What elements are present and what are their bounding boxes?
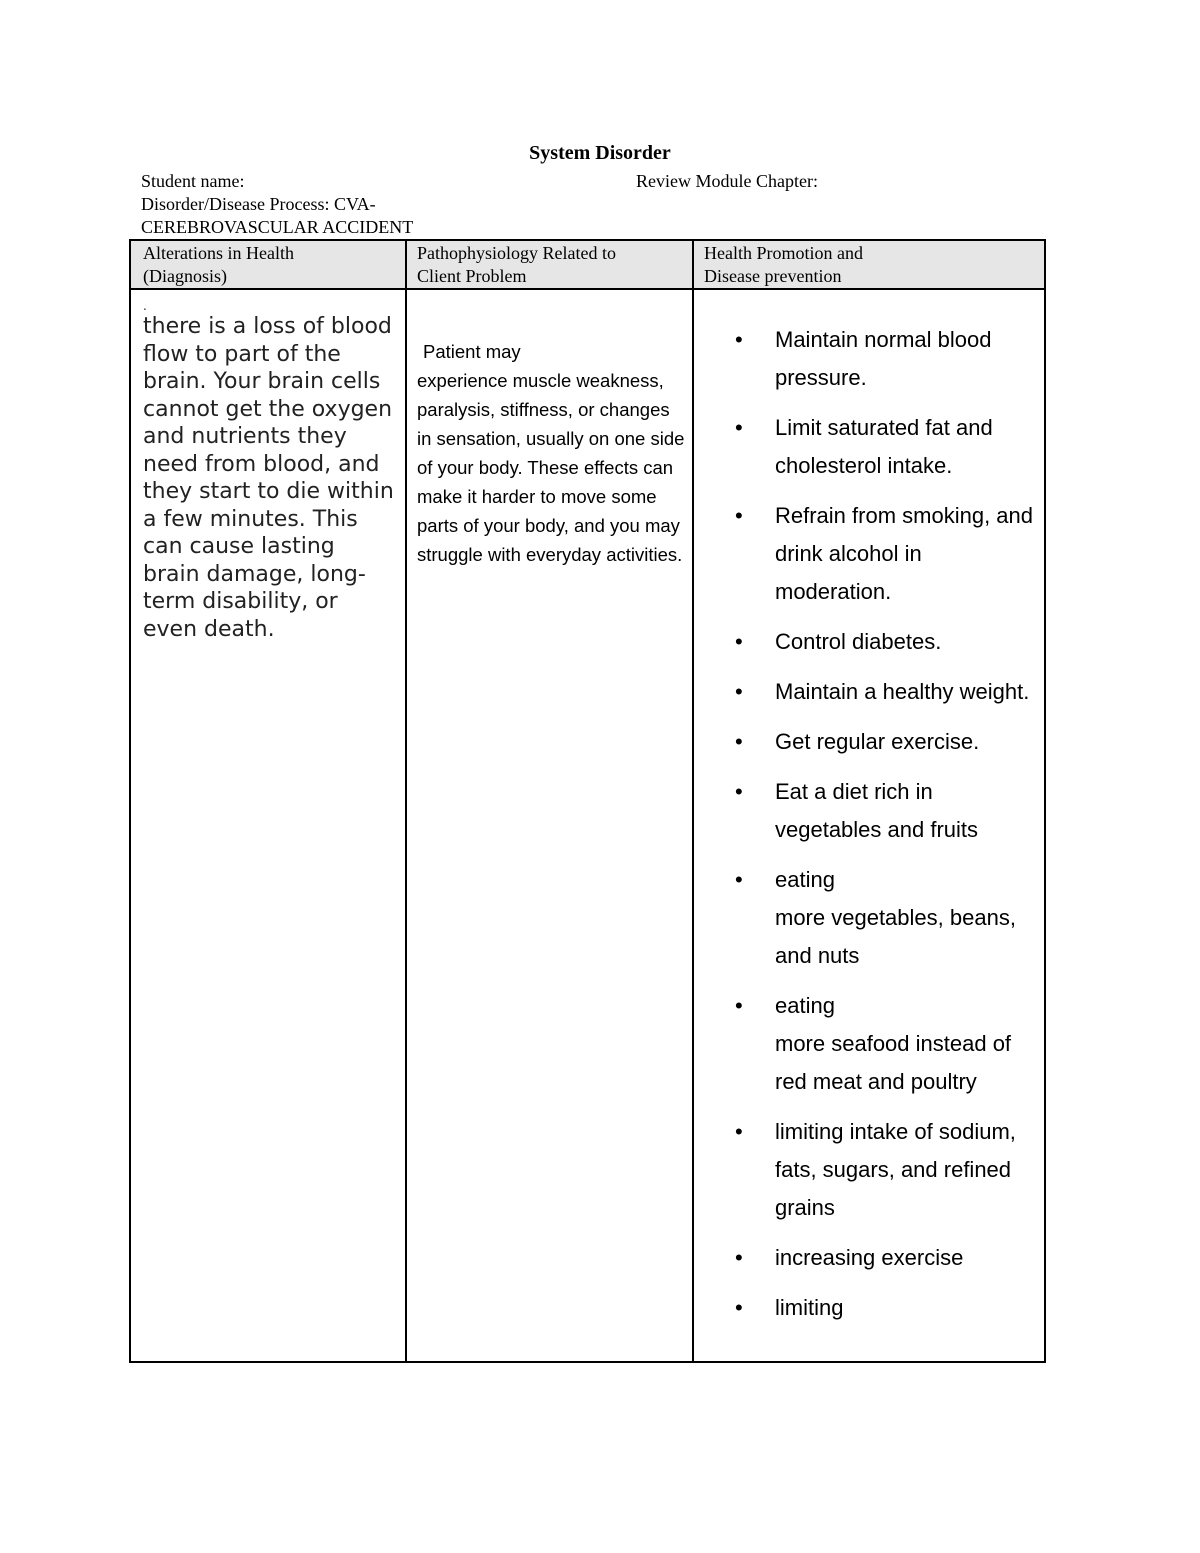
- disorder-table: [129, 239, 1046, 1363]
- prevention-item-text: more seafood instead of red meat and poultry: [775, 1031, 1012, 1094]
- pathophysiology-cell: [417, 337, 689, 569]
- bullet-icon: •: [735, 1245, 743, 1270]
- bullet-icon: •: [735, 779, 743, 804]
- student-name-label: Student name:: [141, 171, 245, 191]
- header-col2-line1: Pathophysiology Related to: [417, 243, 616, 263]
- bullet-icon: •: [735, 1295, 743, 1320]
- bullet-icon: •: [735, 629, 743, 654]
- header-col3-line2: Disease prevention: [704, 266, 842, 286]
- column-divider: [405, 241, 407, 1361]
- disorder-process: [141, 193, 441, 239]
- prevention-item: [727, 1239, 1042, 1277]
- prevention-item: [727, 773, 1042, 849]
- disorder-line-2: CEREBROVASCULAR ACCIDENT: [141, 217, 414, 237]
- prevention-list: [727, 321, 1042, 1339]
- prevention-item: [727, 623, 1042, 661]
- prevention-item: [727, 723, 1042, 761]
- bullet-icon: •: [735, 867, 743, 892]
- prevention-item-text: Refrain from smoking, and drink alcohol in moderation.: [775, 503, 1033, 604]
- prevention-item: [727, 1113, 1042, 1227]
- prevention-item-text: increasing exercise: [775, 1245, 964, 1270]
- prevention-item: [727, 497, 1042, 611]
- prevention-item-text: limiting: [775, 1295, 844, 1320]
- prevention-item: [727, 321, 1042, 397]
- document-title: System Disorder: [529, 142, 671, 164]
- prevention-item-text: eating: [775, 993, 835, 1018]
- pathophysiology-text: experience muscle weakness, paralysis, stiffness, or changes in sensation, usually on one side of your body. These effects can make it harder to move some parts of your body, and you may struggle with everyday activities.: [417, 370, 685, 565]
- prevention-item-text: limiting intake of sodium, fats, sugars, and refined grains: [775, 1119, 1016, 1220]
- prevention-item: [727, 987, 1042, 1101]
- header-col1-line1: Alterations in Health: [143, 243, 294, 263]
- prevention-item-text: Get regular exercise.: [775, 729, 980, 754]
- header-health-promotion: [704, 242, 1034, 288]
- review-module-label: Review Module Chapter:: [636, 171, 818, 191]
- prevention-item-text: Maintain normal blood pressure.: [775, 327, 992, 390]
- header-col2-line2: Client Problem: [417, 266, 527, 286]
- bullet-icon: •: [735, 1119, 743, 1144]
- prevention-item-text: Control diabetes.: [775, 629, 942, 654]
- disorder-line-1: Disorder/Disease Process: CVA-: [141, 194, 376, 214]
- bullet-icon: •: [735, 993, 743, 1018]
- diagnosis-text: there is a loss of blood flow to part of the brain. Your brain cells cannot get the oxygen and nutrients they need from blood, and they start to die within a few minutes. This can cause lasting brain damage, long-term disability, or even death.: [143, 314, 394, 642]
- prevention-item-text: more vegetables, beans, and nuts: [775, 905, 1016, 968]
- bullet-icon: •: [735, 327, 743, 352]
- pathophysiology-first-line: Patient may: [423, 341, 521, 362]
- prevention-item-text: Eat a diet rich in vegetables and fruits: [775, 779, 979, 842]
- prevention-item: [727, 673, 1042, 711]
- bullet-icon: •: [735, 503, 743, 528]
- header-col1-line2: (Diagnosis): [143, 266, 227, 286]
- bullet-icon: •: [735, 679, 743, 704]
- prevention-item: [727, 409, 1042, 485]
- prevention-item: [727, 1289, 1042, 1327]
- header-pathophysiology: [417, 242, 677, 288]
- bullet-icon: •: [735, 415, 743, 440]
- table-header-row: [131, 241, 1044, 290]
- header-col3-line1: Health Promotion and: [704, 243, 863, 263]
- column-divider: [692, 241, 694, 1361]
- bullet-icon: •: [735, 729, 743, 754]
- prevention-item-text: Limit saturated fat and cholesterol intake.: [775, 415, 993, 478]
- diagnosis-dot: .: [143, 299, 147, 313]
- diagnosis-cell: [143, 299, 398, 643]
- prevention-item: [727, 861, 1042, 975]
- prevention-item-text: Maintain a healthy weight.: [775, 679, 1030, 704]
- header-alterations-in-health: [143, 242, 393, 288]
- prevention-item-text: eating: [775, 867, 835, 892]
